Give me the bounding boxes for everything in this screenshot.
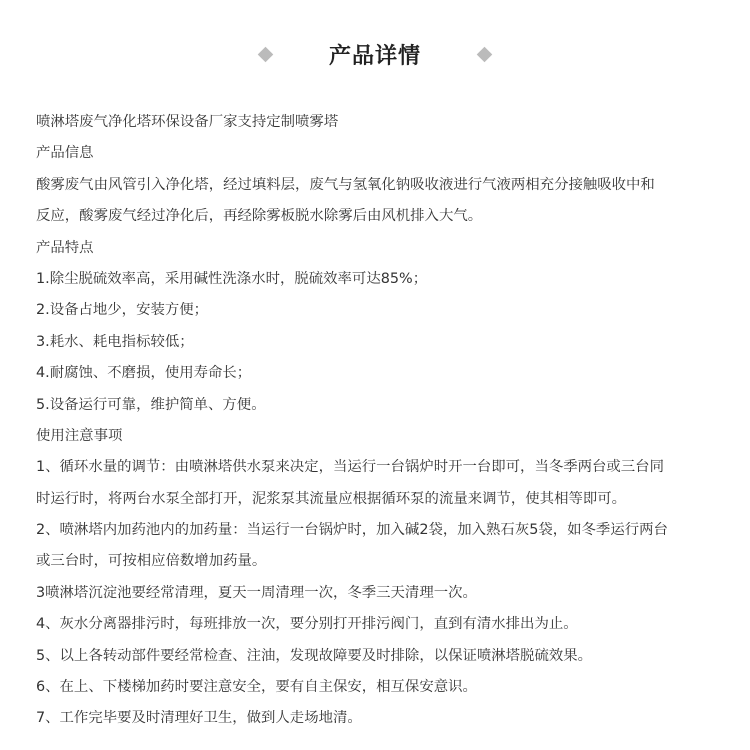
note-item: 6、在上、下楼梯加药时要注意安全，要有自主保安，相互保安意识。 [36,679,477,696]
note-item: 7、工作完毕要及时清理好卫生，做到人走场地清。 [36,710,362,727]
feature-item: 2.设备占地少，安装方便； [36,302,209,319]
feature-item: 3.耗水、耗电指标较低； [36,333,194,350]
feature-item: 4.耐腐蚀、不磨损，使用寿命长； [36,365,252,382]
note-item: 2、喷淋塔内加药池内的加药量：当运行一台锅炉时，加入碱2袋，加入熟石灰5袋，如冬季运行两台 [36,522,668,539]
note-item: 3喷淋塔沉淀池要经常清理，夏天一周清理一次，冬季三天清理一次。 [36,584,477,601]
diamond-left-icon [258,46,274,62]
product-description [36,107,746,735]
note-item-continued: 或三台时，可按相应倍数增加药量。 [36,553,267,570]
diamond-right-icon [477,46,493,62]
page-title: 产品详情 [328,43,421,69]
section-heading-info: 产品信息 [36,145,94,162]
feature-item: 5.设备运行可靠，维护简单、方便。 [36,396,266,413]
feature-item: 1.除尘脱硫效率高，采用碱性洗涤水时，脱硫效率可达85%； [36,270,428,287]
note-item: 4、灰水分离器排污时，每班排放一次，要分别打开排污阀门，直到有清水排出为止。 [36,616,578,633]
paragraph-line: 反应，酸雾废气经过净化后，再经除雾板脱水除雾后由风机排入大气。 [36,208,483,225]
paragraph-line: 酸雾废气由风管引入净化塔，经过填料层，废气与氢氧化钠吸收液进行气液两相充分接触吸收中和 [36,176,655,193]
section-heading-features: 产品特点 [36,239,94,256]
note-item: 5、以上各转动部件要经常检查、注油，发现故障要及时排除，以保证喷淋塔脱硫效果。 [36,647,593,664]
section-header [0,32,750,76]
note-item: 1、循环水量的调节：由喷淋塔供水泵来决定，当运行一台锅炉时开一台即可，当冬季两台或三台同 [36,459,664,476]
note-item-continued: 时运行时，将两台水泵全部打开，泥浆泵其流量应根据循环泵的流量来调节，使其相等即可。 [36,490,627,507]
product-name: 喷淋塔废气净化塔环保设备厂家支持定制喷雾塔 [36,114,339,130]
section-heading-notes: 使用注意事项 [36,427,123,444]
